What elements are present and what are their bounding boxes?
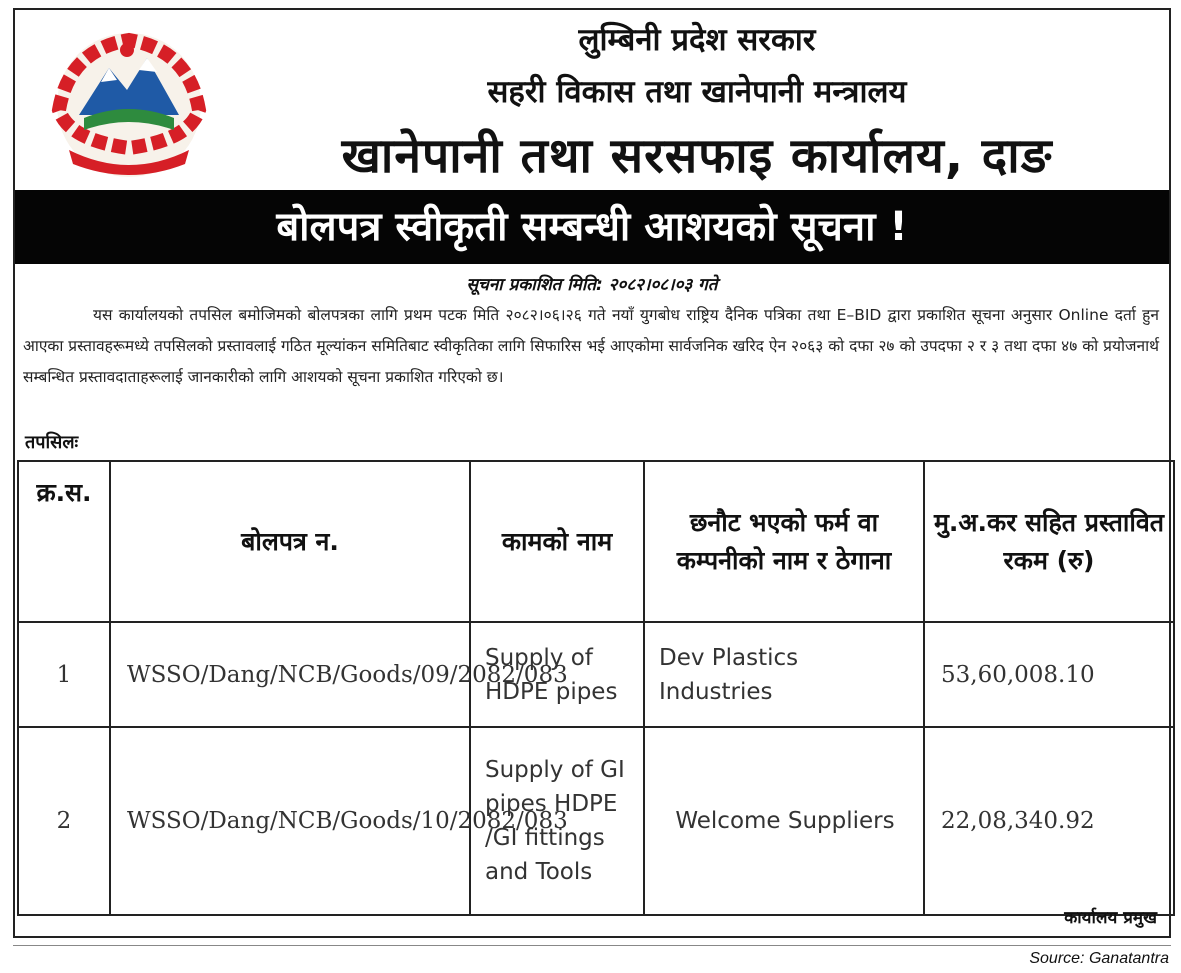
row-bid-number: WSSO/Dang/NCB/Goods/09/2082/083 [110, 622, 470, 727]
row-serial-number: 2 [18, 727, 110, 915]
row-bid-number: WSSO/Dang/NCB/Goods/10/2082/083 [110, 727, 470, 915]
office-name: खानेपानी तथा सरसफाइ कार्यालय, दाङ [341, 128, 1053, 184]
header-amount: मु.अ.कर सहित प्रस्तावित रकम (रु) [924, 461, 1174, 622]
signatory: कार्यालय प्रमुख [1064, 908, 1157, 928]
notice-frame [13, 8, 1171, 938]
row-firm: Dev Plastics Industries [644, 622, 924, 727]
table-row [18, 622, 1174, 727]
publication-date: सूचना प्रकाशित मिति: २०८२।०८।०३ गते [466, 275, 718, 295]
row-amount: 22,08,340.92 [924, 727, 1174, 915]
table-header-row [18, 461, 1174, 622]
row-work-name: Supply of HDPE pipes [470, 622, 644, 727]
table-row [18, 727, 1174, 915]
header-bid-number: बोलपत्र न. [110, 461, 470, 622]
header-serial-number: क्र.स. [18, 461, 110, 622]
award-table [17, 460, 1175, 916]
divider [13, 945, 1171, 946]
notice-body: यस कार्यालयको तपसिल बमोजिमको बोलपत्रका लागि प्रथम पटक मिति २०८२।०६।२६ गते नयाँ युगबोध राष्ट्रिय दैनिक पत्रिका तथा E–BID द्वारा प्रकाशित सूचना अनुसार Online दर्ता हुन आएका प्रस्तावहरूमध्ये तपसिलको प्रस्तावलाई गठित मूल्यांकन समितिबाट स्वीकृतिका लागि सिफारिस भई आएकोमा सार्वजनिक खरिद ऐन २०६३ को दफा २७ को उपदफा २ र ३ तथा दफा ४७ को प्रयोजनार्थ सम्बन्धित प्रस्तावदाताहरूलाई जानकारीको लागि आशयको सूचना प्रकाशित गरिएको छ। [23, 306, 1159, 386]
source-credit: Source: Ganatantra [1029, 950, 1169, 967]
row-firm: Welcome Suppliers [644, 727, 924, 915]
notice-title: बोलपत्र स्वीकृती सम्बन्धी आशयको सूचना ! [276, 204, 908, 250]
government-name: लुम्बिनी प्रदेश सरकार [578, 22, 816, 58]
notice-title-banner [15, 190, 1169, 264]
ministry-name: सहरी विकास तथा खानेपानी मन्त्रालय [487, 74, 907, 110]
header-work-name: कामको नाम [470, 461, 644, 622]
row-serial-number: 1 [18, 622, 110, 727]
nepal-emblem-icon [39, 30, 219, 185]
row-work-name: Supply of GI pipes HDPE /GI fittings and Tools [470, 727, 644, 915]
header-firm: छनौट भएको फर्म वा कम्पनीको नाम र ठेगाना [644, 461, 924, 622]
row-amount: 53,60,008.10 [924, 622, 1174, 727]
schedule-label: तपसिलः [25, 432, 79, 453]
